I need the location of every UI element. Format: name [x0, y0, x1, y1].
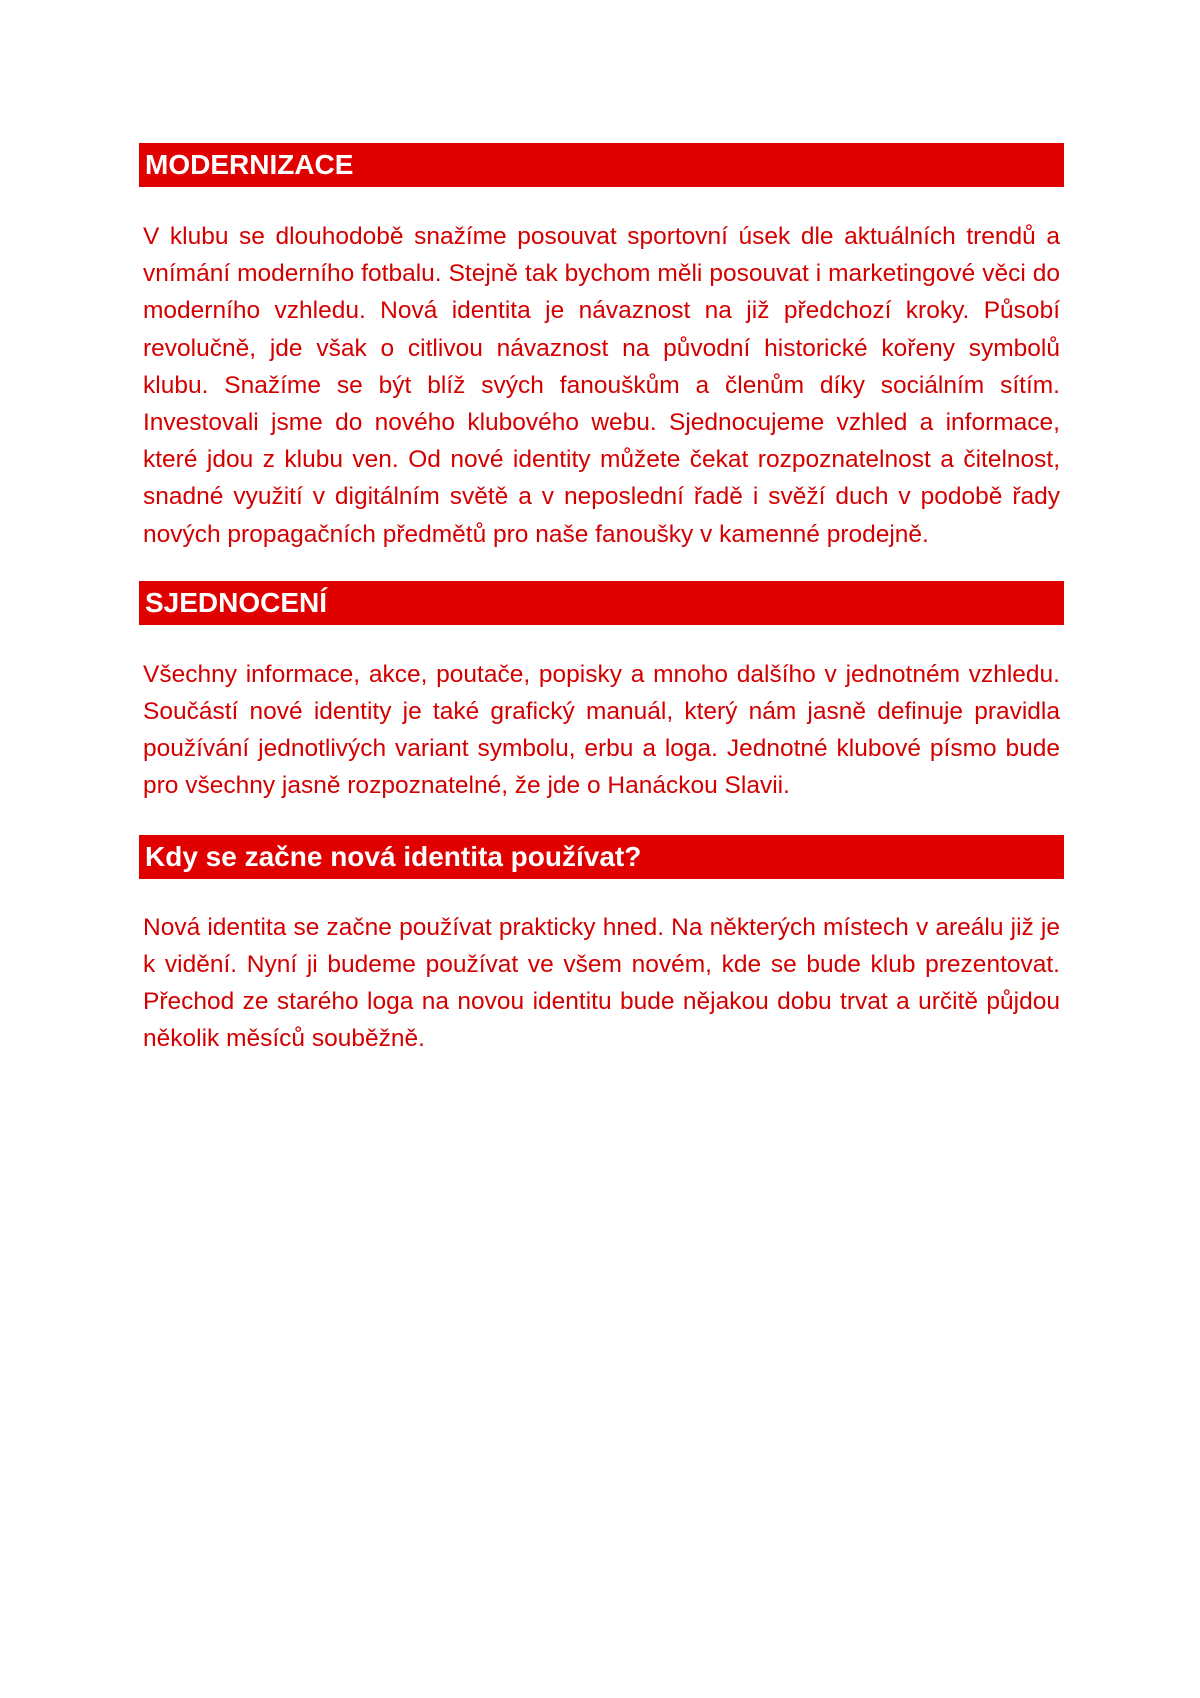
section-body-modernizace: V klubu se dlouhodobě snažíme posouvat sportovní úsek dle aktuálních trendů a vnímání moderního fotbalu. Stejně tak bychom měli posouvat i marketingové věci do moderního vzhledu. Nová identita je návaznost na již předchozí kroky. Působí revolučně, jde však o citlivou návaznost na původní historické kořeny symbolů klubu. Snažíme se být blíž svých fanouškům a členům díky sociálním sítím. Investovali jsme do nového klubového webu. Sjednocujeme vzhled a informace, které jdou z klubu ven. Od nové identity můžete čekat rozpoznatelnost a čitelnost, snadné využití v digitálním světě a v neposlední řadě i svěží duch v podobě řady nových propagačních předmětů pro naše fanoušky v kamenné prodejně. — [143, 223, 1060, 548]
section-heading-modernizace: MODERNIZACE — [139, 143, 1064, 187]
section-body-sjednoceni: Všechny informace, akce, poutače, popisky a mnoho dalšího v jednotném vzhledu. Součástí nové identity je také grafický manuál, který nám jasně definuje pravidla používání jednotlivých variant symbolu, erbu a loga. Jednotné klubové písmo bude pro všechny jasně rozpoznatelné, že jde o Hanáckou Slavii. — [143, 660, 1060, 800]
section-heading-kdy-se-zacne: Kdy se začne nová identita používat? — [139, 835, 1064, 879]
section-body-kdy-se-zacne: Nová identita se začne používat prakticky hned. Na některých místech v areálu již je k vidění. Nyní ji budeme používat ve všem novém, kde se bude klub prezentovat. Přechod ze starého loga na novou identitu bude nějakou dobu trvat a určitě půjdou několik měsíců souběžně. — [143, 913, 1060, 1053]
document-page — [139, 143, 1064, 1057]
section-heading-sjednoceni: SJEDNOCENÍ — [139, 581, 1064, 625]
